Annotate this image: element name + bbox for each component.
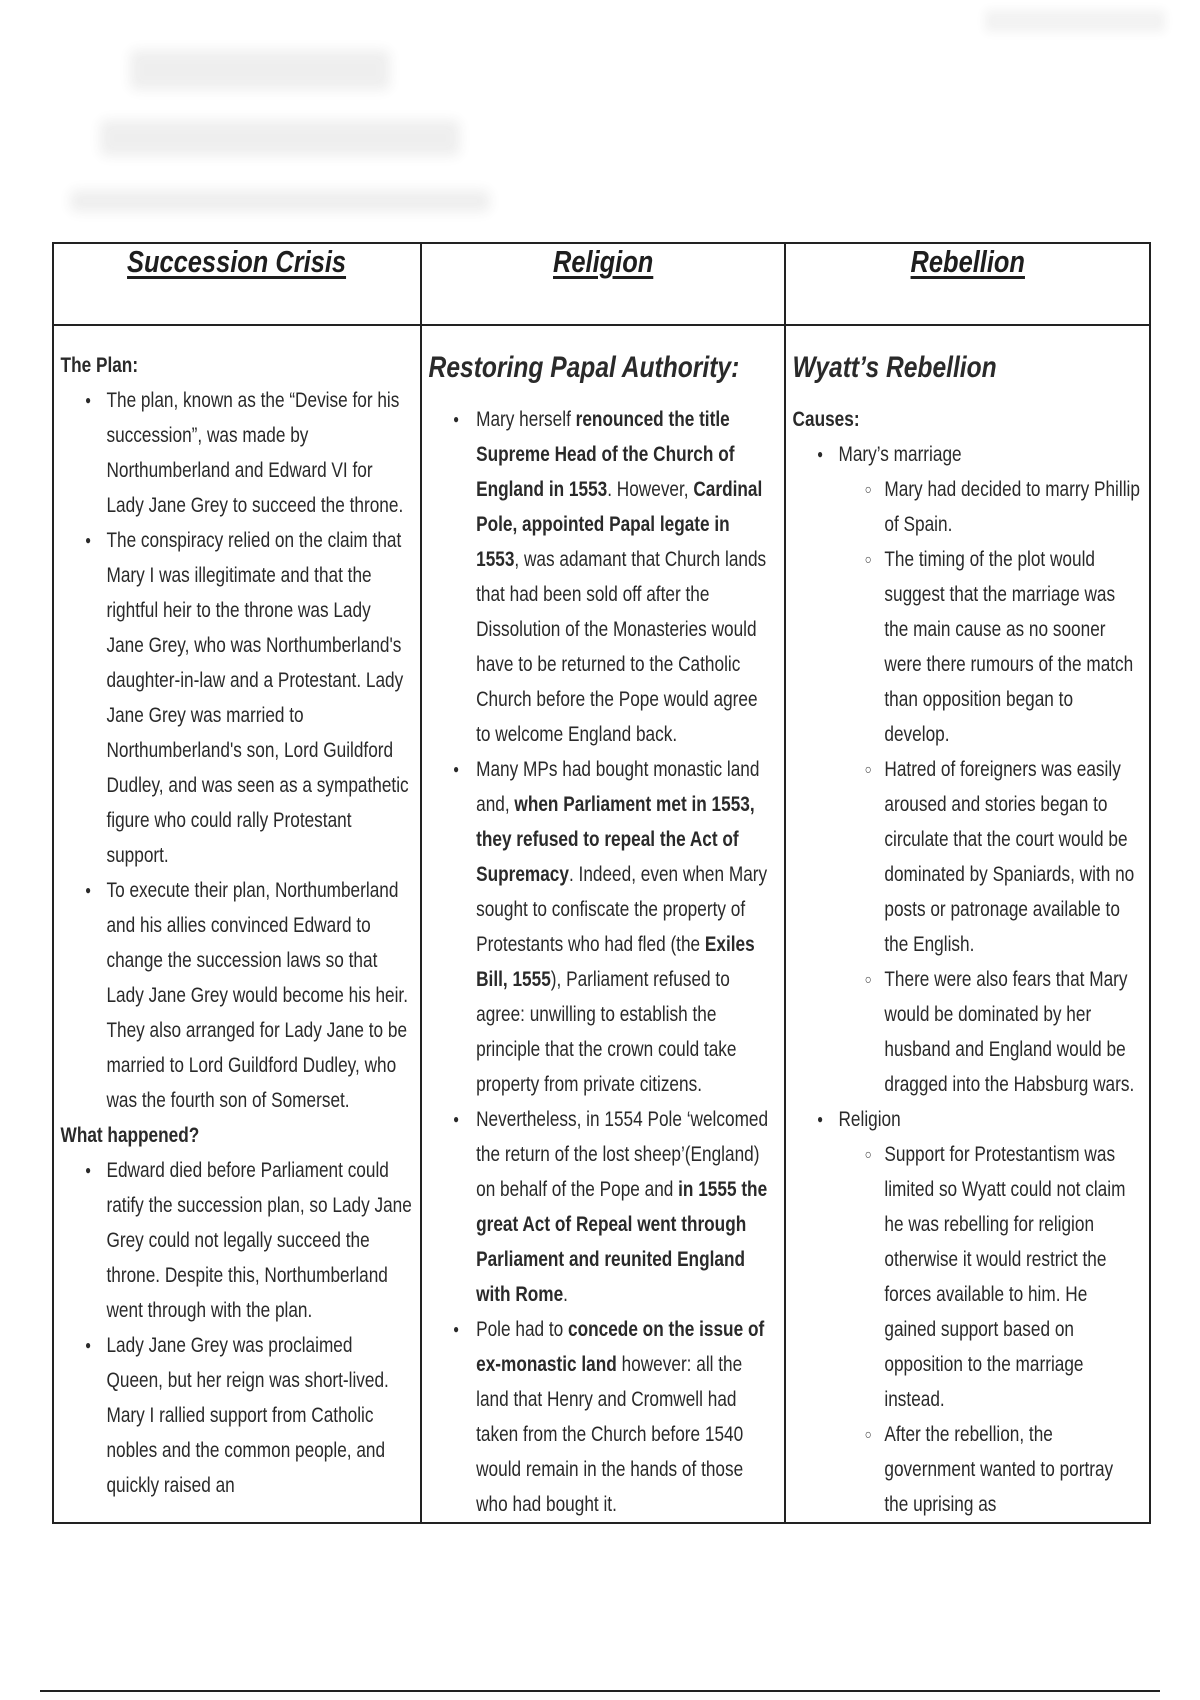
what-happened-label: What happened?	[60, 1124, 200, 1147]
list-item: ● Lady Jane Grey was proclaimed Queen, but her reign was short-lived. Mary I rallied support from Catholic nobles and the common people, and quickly raised an	[61, 1328, 412, 1503]
footer-divider	[40, 1690, 1160, 1692]
list-item: ● The plan, known as the “Devise for his succession”, was made by Northumberland and Edward VI for Lady Jane Grey to succeed the throne.	[61, 383, 412, 523]
list-item: ● Many MPs had bought monastic land and, when Parliament met in 1553, they refused to repeal the Act of Supremacy. Indeed, even when Mary sought to confiscate the property of Protestants who had fled (the Exiles Bill, 1555), Parliament refused to agree: unwilling to establish the principle that the crown could take property from private citizens.	[429, 752, 776, 1102]
body-row	[53, 325, 1150, 1523]
header-religion: Religion	[421, 243, 785, 325]
religion-list	[429, 402, 776, 1522]
list-item: ● The conspiracy relied on the claim that Mary I was illegitimate and that the rightful heir to the throne was Lady Jane Grey, who was Northumberland's daughter-in-law and a Protestant. Lady Jane Grey was married to Northumberland's son, Lord Guildford Dudley, and was seen as a sympathetic figure who could rally Protestant support.	[61, 523, 412, 873]
plan-list	[61, 383, 412, 1118]
notes-table	[52, 242, 1151, 1524]
plan-label: The Plan:	[60, 354, 139, 377]
sub-list-item: ○ After the rebellion, the government wanted to portray the uprising as	[838, 1417, 1140, 1522]
marriage-sublist	[838, 472, 1140, 1102]
wyatts-rebellion-title: Wyatt’s Rebellion	[792, 351, 997, 384]
sub-list-item: ○ Support for Protestantism was limited so Wyatt could not claim he was rebelling for religion otherwise it would restrict the forces available to him. He gained support based on opposition to the marriage instead.	[838, 1137, 1140, 1417]
header-succession-crisis: Succession Crisis	[53, 243, 421, 325]
causes-label: Causes:	[792, 408, 860, 431]
sub-list-item: ○ Hatred of foreigners was easily aroused and stories began to circulate that the court would be dominated by Spaniards, with no posts or patronage available to the English.	[838, 752, 1140, 962]
religion-cell	[421, 325, 785, 1523]
list-item: ● Pole had to concede on the issue of ex-monastic land however: all the land that Henry and Cromwell had taken from the Church before 1540 would remain in the hands of those who had bought it.	[429, 1312, 776, 1522]
list-item: ● Nevertheless, in 1554 Pole ‘welcomed the return of the lost sheep’(England) on behalf of the Pope and in 1555 the great Act of Repeal went through Parliament and reunited England with Rome.	[429, 1102, 776, 1312]
faded-corner-mark	[985, 10, 1165, 32]
succession-cell	[53, 325, 421, 1523]
header-rebellion: Rebellion	[785, 243, 1150, 325]
cause-label: Mary’s marriage	[838, 443, 962, 466]
list-item: ● Mary herself renounced the title Supreme Head of the Church of England in 1553. However, Cardinal Pole, appointed Papal legate in 1553, was adamant that Church lands that had been sold off after the Dissolution of the Monasteries would have to be returned to the Catholic Church before the Pope would agree to welcome England back.	[429, 402, 776, 752]
sub-list-item: ○ There were also fears that Mary would be dominated by her husband and England would be dragged into the Habsburg wars.	[838, 962, 1140, 1102]
rebellion-cell	[785, 325, 1150, 1523]
cause-label: Religion	[838, 1108, 901, 1131]
list-item	[793, 1102, 1141, 1522]
causes-list	[793, 437, 1141, 1522]
restoring-papal-authority-title: Restoring Papal Authority:	[428, 351, 740, 384]
faded-header-watermark	[60, 40, 500, 230]
header-row	[53, 243, 1150, 325]
list-item	[793, 437, 1141, 1102]
list-item: ● To execute their plan, Northumberland and his allies convinced Edward to change the succession laws so that Lady Jane Grey would become his heir. They also arranged for Lady Jane to be married to Lord Guildford Dudley, who was the fourth son of Somerset.	[61, 873, 412, 1118]
happened-list	[61, 1153, 412, 1503]
religion-sublist	[838, 1137, 1140, 1522]
sub-list-item: ○ Mary had decided to marry Phillip of Spain.	[838, 472, 1140, 542]
sub-list-item: ○ The timing of the plot would suggest that the marriage was the main cause as no sooner were there rumours of the match than opposition began to develop.	[838, 542, 1140, 752]
list-item: ● Edward died before Parliament could ratify the succession plan, so Lady Jane Grey could not legally succeed the throne. Despite this, Northumberland went through with the plan.	[61, 1153, 412, 1328]
